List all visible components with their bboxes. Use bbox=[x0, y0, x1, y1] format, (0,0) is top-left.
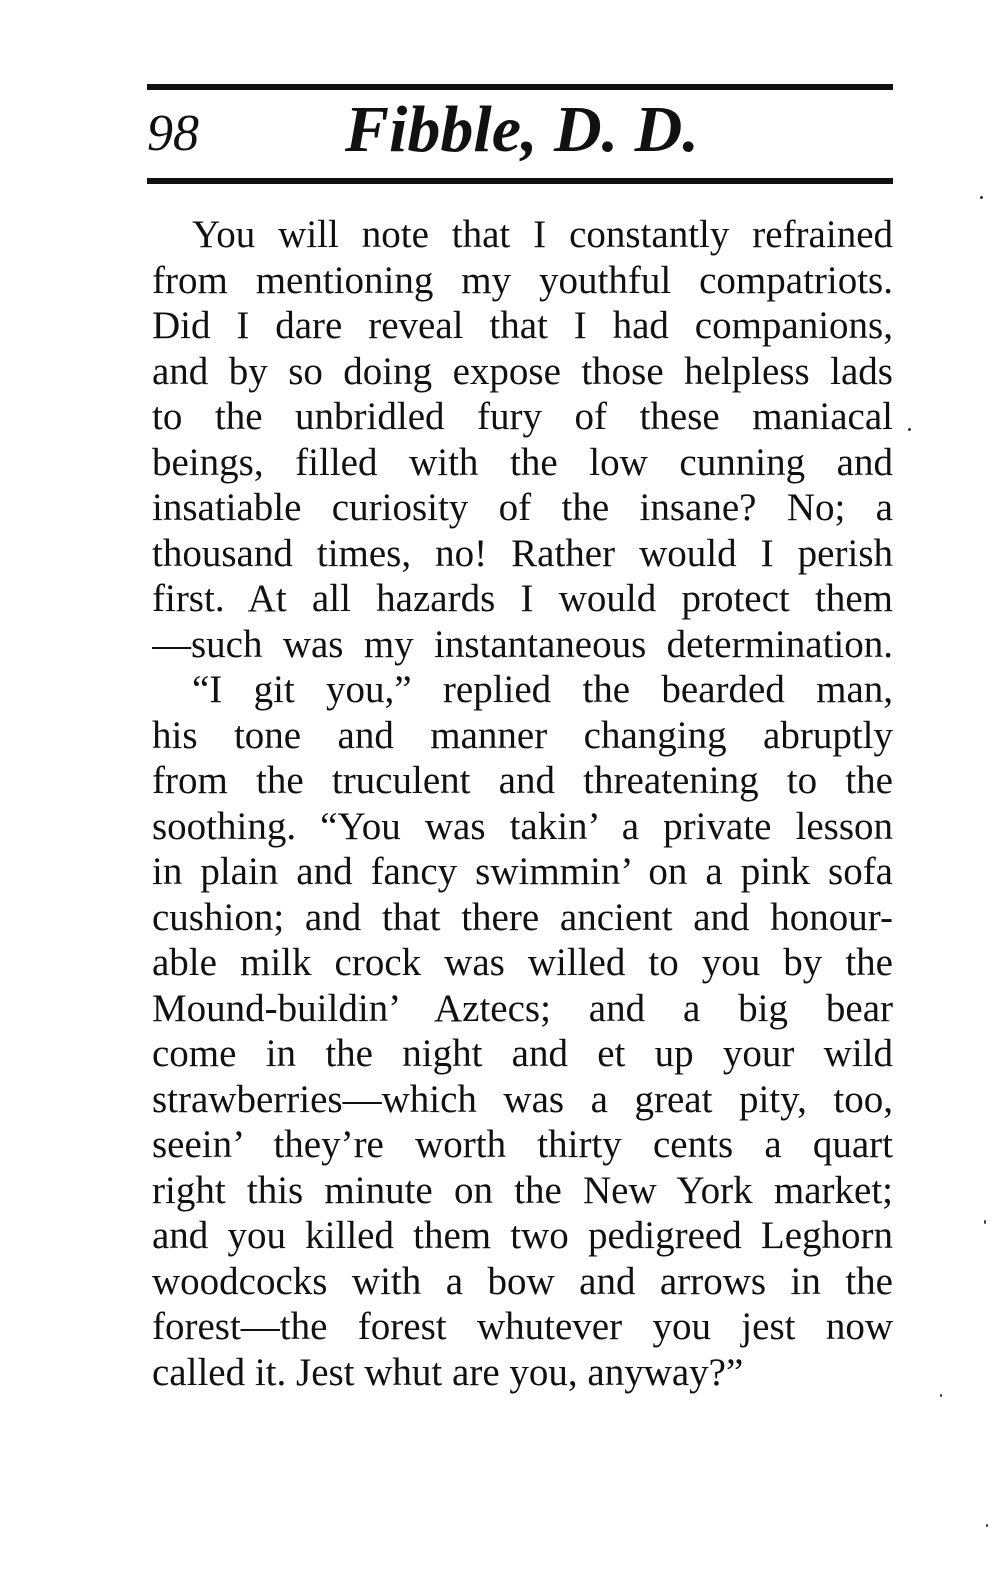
text-line: Did I dare reveal that I had companions, bbox=[152, 304, 893, 347]
header-top-rule bbox=[147, 84, 893, 90]
text-line: from mentioning my youthful compatriots. bbox=[152, 258, 893, 302]
scan-speck bbox=[940, 1394, 942, 1397]
text-line: insatiable curiosity of the insane? No; a bbox=[152, 486, 893, 529]
text-line: his tone and manner changing abruptly bbox=[152, 713, 893, 757]
text-line: from the truculent and threatening to the bbox=[152, 759, 893, 802]
text-line: cushion; and that there ancient and honour- bbox=[152, 895, 893, 939]
text-line: forest—the forest whutever you jest now bbox=[152, 1305, 893, 1348]
text-line: strawberries—which was a great pity, too, bbox=[152, 1077, 893, 1121]
scan-speck bbox=[986, 1524, 988, 1527]
paragraph-1 bbox=[152, 212, 893, 667]
text-line: “I git you,” replied the bearded man, bbox=[192, 668, 893, 711]
scan-speck bbox=[980, 196, 983, 199]
text-line: seein’ they’re worth thirty cents a quart bbox=[152, 1123, 893, 1166]
text-line: in plain and fancy swimmin’ on a pink sofa bbox=[152, 850, 893, 893]
text-line: thousand times, no! Rather would I perish bbox=[152, 531, 893, 575]
text-line: to the unbridled fury of these maniacal bbox=[152, 395, 893, 438]
text-line: woodcocks with a bow and arrows in the bbox=[152, 1259, 893, 1303]
running-header bbox=[147, 94, 893, 174]
text-line: beings, filled with the low cunning and bbox=[152, 440, 893, 484]
page-number: 98 bbox=[147, 105, 199, 162]
paragraph-2 bbox=[152, 667, 893, 1395]
text-line: able milk crock was willed to you by the bbox=[152, 941, 893, 984]
scan-speck bbox=[908, 428, 911, 431]
text-line: and by so doing expose those helpless lads bbox=[152, 349, 893, 393]
text-line: right this minute on the New York market; bbox=[152, 1168, 893, 1212]
text-line: called it. Jest whut are you, anyway?” bbox=[152, 1350, 744, 1394]
text-line: and you killed them two pedigreed Leghorn bbox=[152, 1214, 893, 1257]
text-line: —such was my instantaneous determination. bbox=[152, 622, 893, 666]
header-bottom-rule bbox=[147, 178, 893, 184]
text-line: soothing. “You was takin’ a private lesson bbox=[152, 804, 893, 848]
running-title: Fibble, D. D. bbox=[345, 93, 699, 166]
text-line: You will note that I constantly refrained bbox=[192, 213, 893, 256]
body-text bbox=[152, 212, 893, 1395]
text-line: come in the night and et up your wild bbox=[152, 1032, 893, 1075]
scan-speck bbox=[984, 1220, 986, 1224]
text-line: Mound-buildin’ Aztecs; and a big bear bbox=[152, 986, 893, 1030]
text-line: first. At all hazards I would protect them bbox=[152, 577, 893, 620]
